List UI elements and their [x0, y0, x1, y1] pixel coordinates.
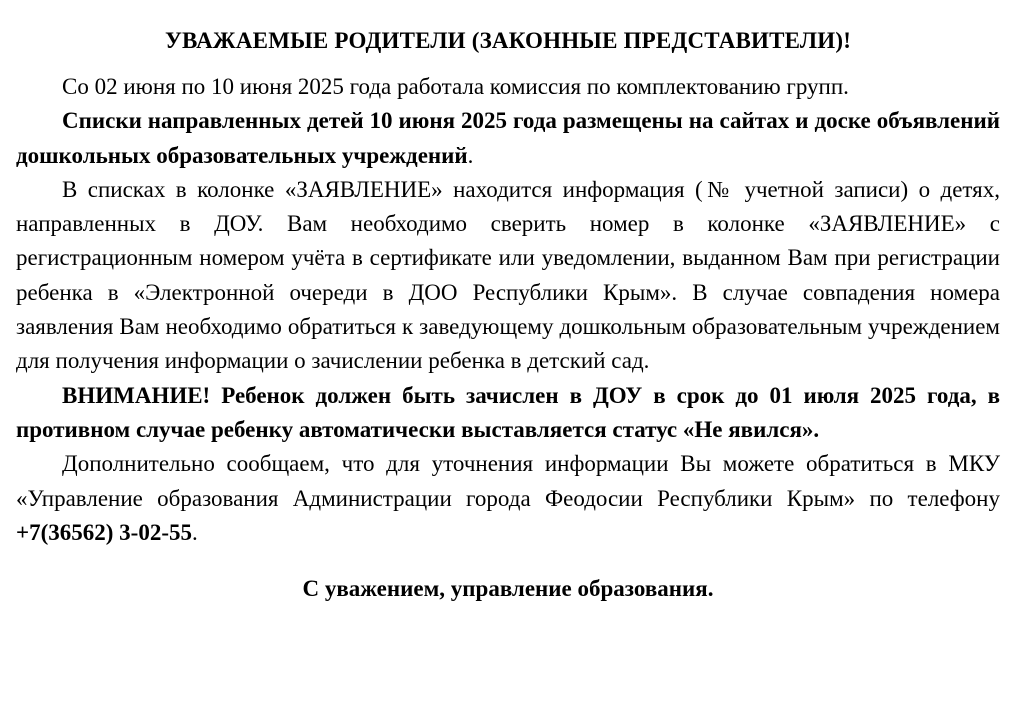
paragraph-contact [16, 447, 1000, 550]
paragraph-lists-bold: Списки направленных детей 10 июня 2025 года размещены на сайтах и доске объявлений дошкольных образовательных учреждений [16, 108, 1000, 168]
paragraph-warning-text: ВНИМАНИЕ! Ребенок должен быть зачислен в ДОУ в срок до 01 июля 2025 года, в противном случае ребенку автоматически выставляется статус «Не явился». [16, 382, 1000, 442]
paragraph-lists [16, 104, 1000, 173]
paragraph-commission-text: Со 02 июня по 10 июня 2025 года работала комиссия по комплектованию групп. [62, 74, 849, 99]
paragraph-contact-text: Дополнительно сообщаем, что для уточнения информации Вы можете обратиться в МКУ «Управление образования Администрации города Феодосии Республики Крым» по телефону [16, 451, 1000, 511]
contact-phone: +7(36562) 3-02-55 [16, 519, 192, 545]
announcement-document [16, 26, 1000, 604]
paragraph-contact-tail: . [192, 519, 198, 545]
paragraph-commission [16, 70, 1000, 104]
paragraph-lists-tail: . [467, 142, 474, 168]
document-title: УВАЖАЕМЫЕ РОДИТЕЛИ (ЗАКОННЫЕ ПРЕДСТАВИТЕЛИ)! [164, 28, 852, 53]
paragraph-warning [16, 379, 1000, 448]
paragraph-instructions-text: В списках в колонке «ЗАЯВЛЕНИЕ» находится информация (№ учетной записи) о детях, направленных в ДОУ. Вам необходимо сверить номер в колонке «ЗАЯВЛЕНИЕ» с регистрационным номером учёта в сертификате или уведомлении, выданном Вам при регистрации ребенка в «Электронной очереди в ДОО Республики Крым». В случае совпадения номера заявления Вам необходимо обратиться к заведующему дошкольным образовательным учреждением для получения информации о зачислении ребенка в детский сад. [16, 176, 1000, 374]
signature: С уважением, управление образования. [302, 576, 714, 602]
paragraph-instructions [16, 173, 1000, 379]
